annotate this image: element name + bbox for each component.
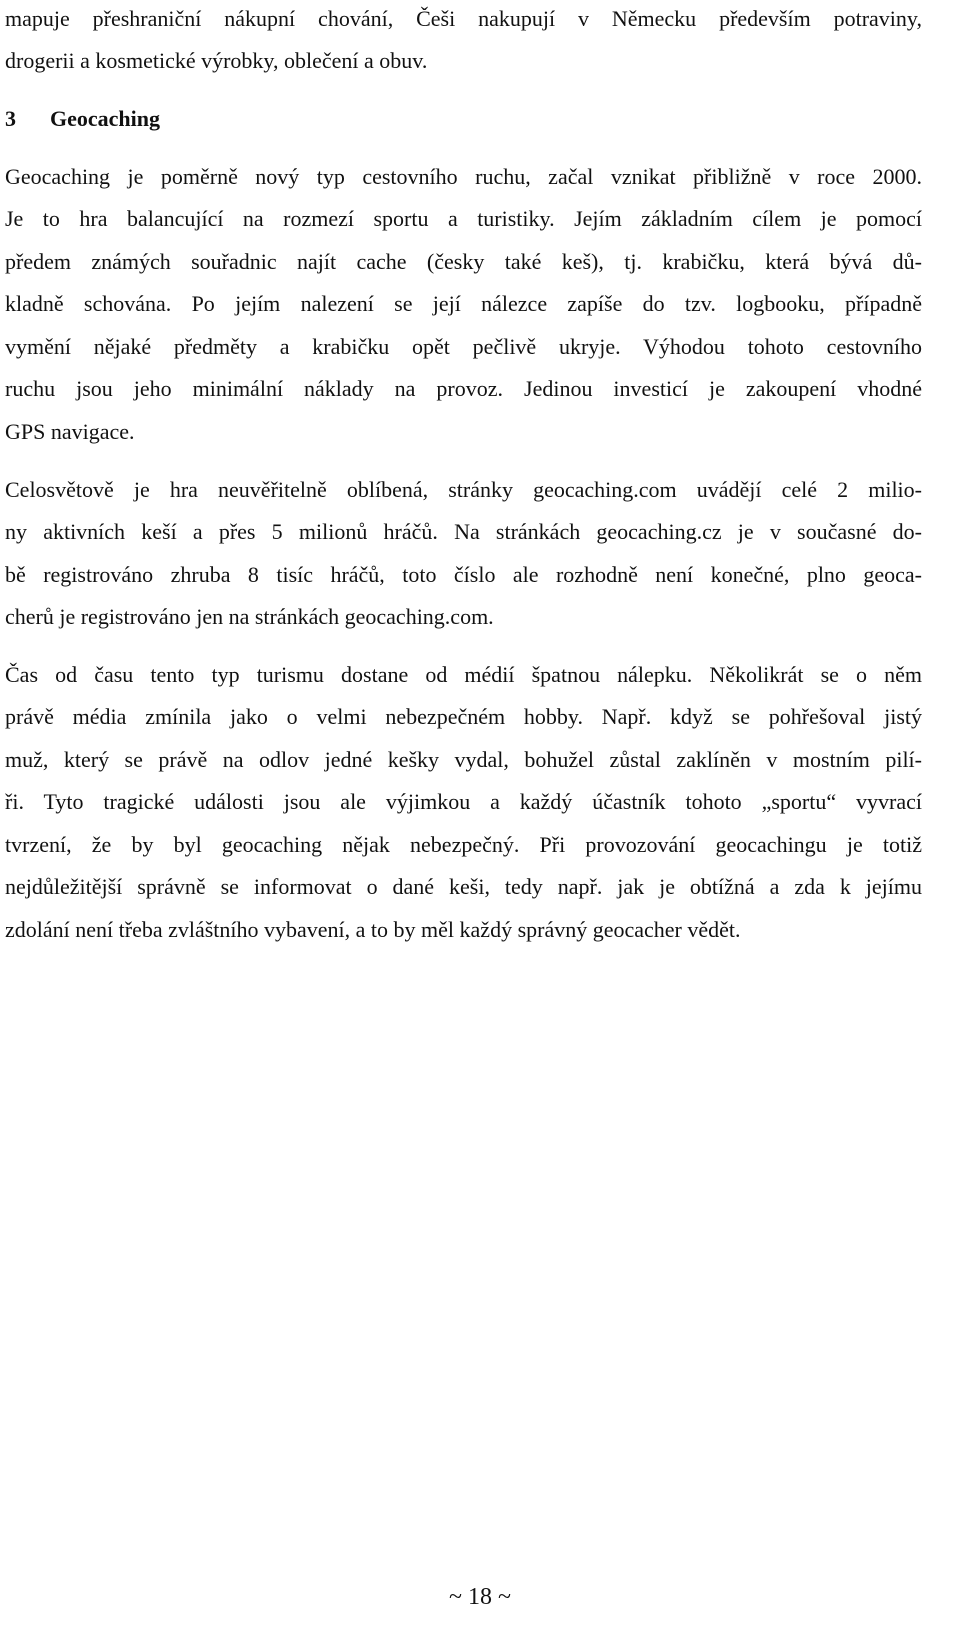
text-line: Geocaching je poměrně nový typ cestovního ruchu, začal vznikat přibližně v roce 2000.: [5, 164, 922, 189]
text-line: vymění nějaké předměty a krabičku opět pečlivě ukryje. Výhodou tohoto cestovního: [5, 334, 922, 359]
text-line: mapuje přeshraniční nákupní chování, Češi nakupují v Německu především potraviny,: [5, 6, 922, 31]
text-line: ři. Tyto tragické události jsou ale výjimkou a každý účastník tohoto „sportu“ vyvrací: [5, 789, 922, 814]
text-line: právě média zmínila jako o velmi nebezpečném hobby. Např. když se pohřešoval jistý: [5, 704, 922, 729]
text-line: GPS navigace.: [5, 419, 135, 444]
text-line: drogerii a kosmetické výrobky, oblečení a obuv.: [5, 48, 428, 73]
text-line: kladně schována. Po jejím nalezení se její nálezce zapíše do tzv. logbooku, případně: [5, 291, 922, 316]
section-title: Geocaching: [50, 106, 160, 131]
text-line: muž, který se právě na odlov jedné kešky vydal, bohužel zůstal zaklíněn v mostním pilí-: [5, 747, 922, 772]
text-line: cherů je registrováno jen na stránkách geocaching.com.: [5, 604, 494, 629]
text-line: nejdůležitější správně se informovat o dané keši, tedy např. jak je obtížná a zda k jejímu: [5, 874, 922, 899]
text-line: zdolání není třeba zvláštního vybavení, a to by měl každý správný geocacher vědět.: [5, 917, 741, 942]
page-number: ~ 18 ~: [449, 1584, 511, 1610]
text-line: Celosvětově je hra neuvěřitelně oblíbená, stránky geocaching.com uvádějí celé 2 milio-: [5, 477, 922, 502]
text-line: Čas od času tento typ turismu dostane od médií špatnou nálepku. Několikrát se o něm: [5, 662, 922, 687]
text-line: předem známých souřadnic najít cache (česky také keš), tj. krabičku, která bývá dů-: [5, 249, 922, 274]
text-line: bě registrováno zhruba 8 tisíc hráčů, toto číslo ale rozhodně není konečné, plno geoca-: [5, 562, 922, 587]
section-heading: [5, 104, 922, 134]
text-line: ny aktivních keší a přes 5 milionů hráčů. Na stránkách geocaching.cz je v současné do-: [5, 519, 922, 544]
section-number: 3: [5, 106, 16, 131]
text-line: Je to hra balancující na rozmezí sportu a turistiky. Jejím základním cílem je pomocí: [5, 206, 922, 231]
text-line: tvrzení, že by byl geocaching nějak nebezpečný. Při provozování geocachingu je totiž: [5, 832, 922, 857]
text-line: ruchu jsou jeho minimální náklady na provoz. Jedinou investicí je zakoupení vhodné: [5, 376, 922, 401]
